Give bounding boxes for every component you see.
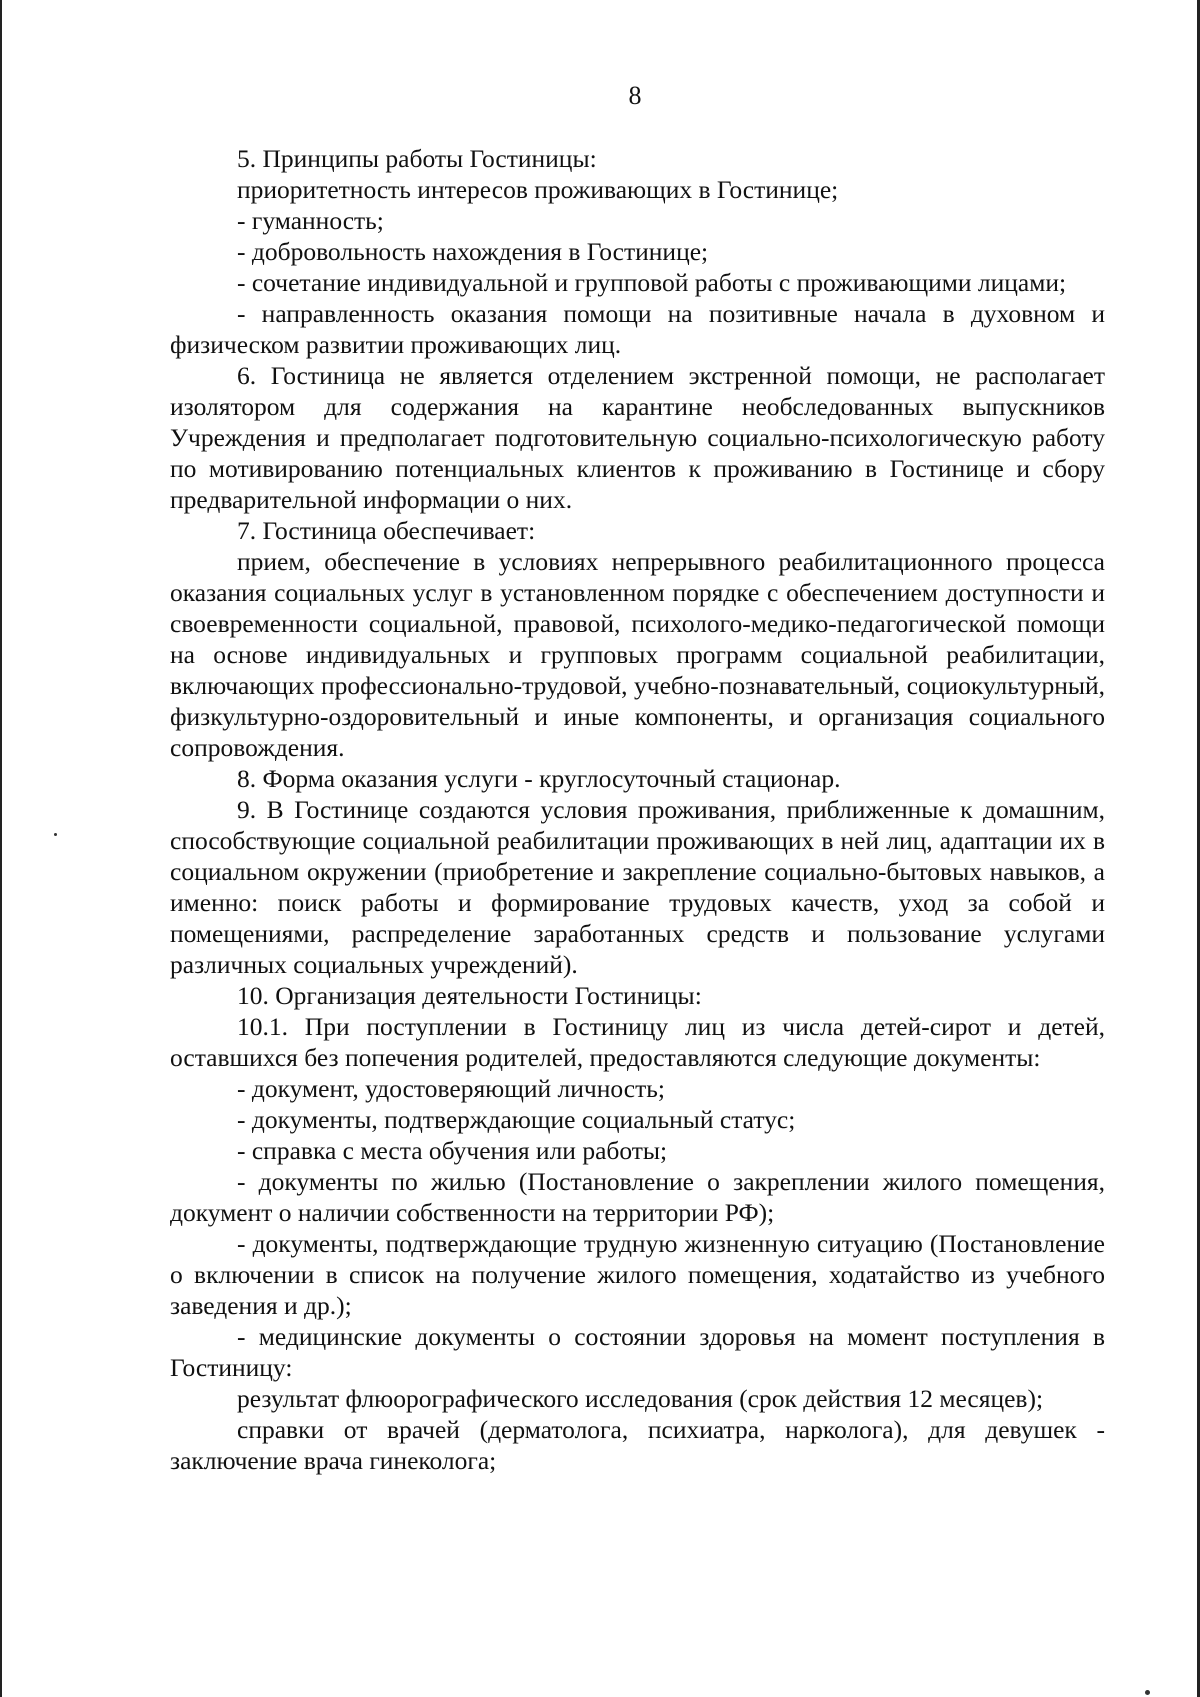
list-item-housing-documents: - документы по жилью (Постановление о закреплении жилого помещения, документ о наличии собственности на территории РФ); [170, 1167, 1105, 1227]
scan-edge-left [0, 0, 2, 1697]
medical-item-fluorography: результат флюорографического исследования (срок действия 12 месяцев); [237, 1384, 1044, 1413]
list-item-priority: приоритетность интересов проживающих в Гостинице; [237, 175, 839, 204]
list-item-voluntary: - добровольность нахождения в Гостинице; [237, 237, 709, 266]
paragraph-9: 9. В Гостинице создаются условия проживания, приближенные к домашним, способствующие социальной реабилитации проживающих в ней лиц, адаптации их в социальном окружении (приобретение и закрепление социально-бытовых навыков, а именно: поиск работы и формирование трудовых качеств, уход за собой и помещениями, распределение заработанных средств и пользование услугами различных социальных учреждений). [170, 795, 1105, 979]
list-item-orientation: - направленность оказания помощи на позитивные начала в духовном и физическом развитии проживающих лиц. [170, 299, 1105, 359]
list-item-identity-document: - документ, удостоверяющий личность; [237, 1074, 665, 1103]
document-body [170, 143, 1105, 1476]
list-item-medical-documents: - медицинские документы о состоянии здоровья на момент поступления в Гостиницу: [170, 1322, 1105, 1382]
medical-item-doctor-certificates: справки от врачей (дерматолога, психиатра, нарколога), для девушек - заключение врача гинеколога; [170, 1415, 1105, 1475]
list-item-study-certificate: - справка с места обучения или работы; [237, 1136, 668, 1165]
scan-speck [1145, 1690, 1150, 1695]
paragraph-5-heading: 5. Принципы работы Гостиницы: [237, 144, 597, 173]
paragraph-8: 8. Форма оказания услуги - круглосуточный стационар. [237, 764, 841, 793]
paragraph-6: 6. Гостиница не является отделением экстренной помощи, не располагает изолятором для содержания на карантине необследованных выпускников Учреждения и предполагает подготовительную социально-психологическую работу по мотивированию потенциальных клиентов к проживанию в Гостинице и сбору предварительной информации о них. [170, 361, 1105, 514]
list-item-social-status: - документы, подтверждающие социальный статус; [237, 1105, 796, 1134]
list-item-humanity: - гуманность; [237, 206, 384, 235]
paragraph-10-heading: 10. Организация деятельности Гостиницы: [237, 981, 702, 1010]
paragraph-10-1: 10.1. При поступлении в Гостиницу лиц из числа детей-сирот и детей, оставшихся без попечения родителей, предоставляются следующие документы: [170, 1012, 1105, 1072]
paragraph-7-body: прием, обеспечение в условиях непрерывного реабилитационного процесса оказания социальных услуг в установленном порядке с обеспечением доступности и своевременности социальной, правовой, психолого-медико-педагогической помощи на основе индивидуальных и групповых программ социальной реабилитации, включающих профессионально-трудовой, учебно-познавательный, социокультурный, физкультурно-оздоровительный и иные компоненты, и организация социального сопровождения. [170, 547, 1105, 762]
list-item-hardship-documents: - документы, подтверждающие трудную жизненную ситуацию (Постановление о включении в список на получение жилого помещения, ходатайство из учебного заведения и др.); [170, 1229, 1105, 1320]
page-number: 8 [628, 81, 642, 110]
paragraph-7-heading: 7. Гостиница обеспечивает: [237, 516, 536, 545]
scan-speck [54, 833, 57, 836]
list-item-combination: - сочетание индивидуальной и групповой работы с проживающими лицами; [237, 268, 1067, 297]
